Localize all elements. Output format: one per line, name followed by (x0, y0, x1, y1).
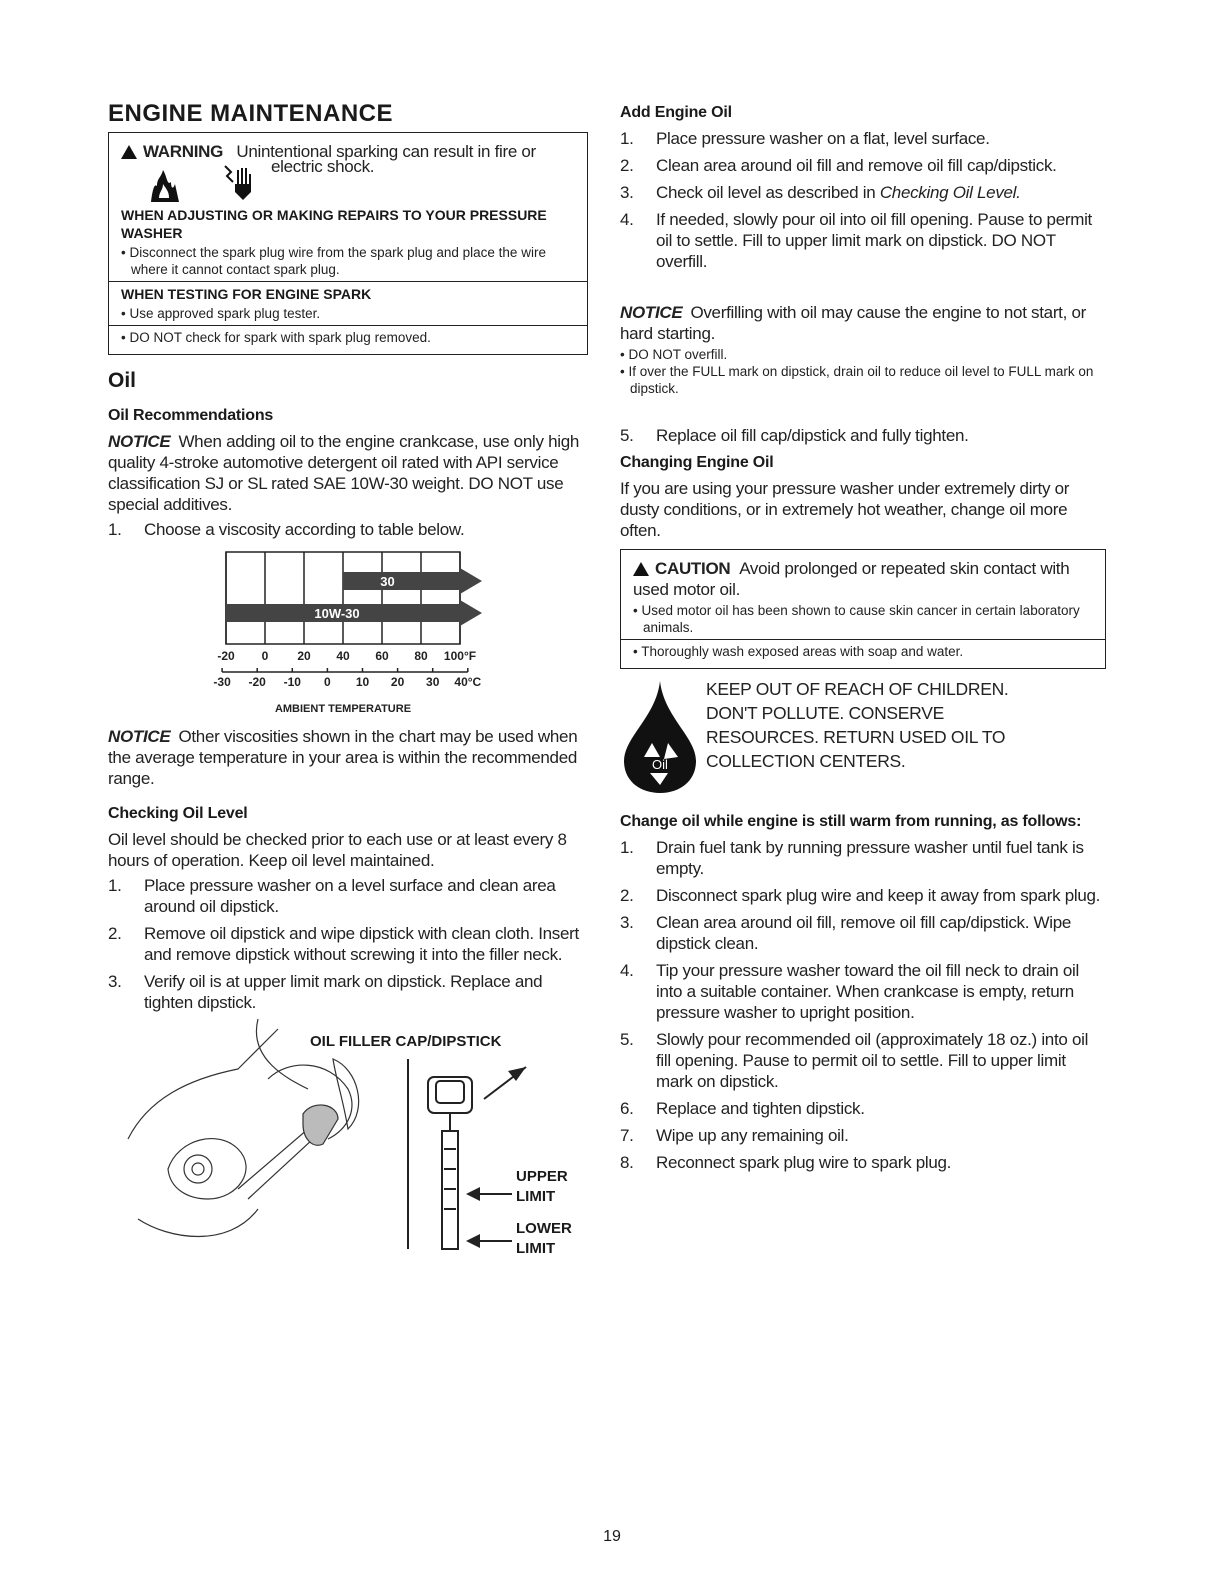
warning-triangle-icon (121, 145, 137, 159)
bar-label: 10W-30 (314, 606, 360, 621)
add-oil-step-5 (620, 425, 1106, 446)
notice-label: NOTICE (108, 727, 171, 746)
list-item: 2. Remove oil dipstick and wipe dipstick with clean cloth. Insert and remove dipstick without screwing it into the filler neck. (108, 924, 579, 964)
notice-label: NOTICE (620, 303, 683, 322)
caution-item: • Used motor oil has been shown to cause skin cancer in certain laboratory animals. (633, 603, 1080, 635)
warning-text: Unintentional sparking can result in fire or (236, 142, 536, 161)
list-item: 6. Replace and tighten dipstick. (620, 1099, 865, 1118)
c-tick-label: 20 (390, 675, 405, 689)
warning-section2-item: • DO NOT check for spark with spark plug removed. (121, 330, 431, 345)
warm-change-steps (620, 837, 1106, 1173)
caution-label: CAUTION (655, 559, 731, 578)
f-tick-label: 100°F (443, 649, 477, 663)
page-number: 19 (603, 1528, 621, 1545)
c-tick-label: -20 (248, 675, 266, 689)
list-item: 7. Wipe up any remaining oil. (620, 1126, 849, 1145)
warning-label: WARNING (143, 142, 224, 161)
f-tick-label: 20 (297, 649, 311, 663)
warning-section1-heading: WHEN ADJUSTING OR MAKING REPAIRS TO YOUR PRESSURE WASHER (121, 207, 547, 241)
bar-30 (343, 572, 460, 590)
dipstick-figure (108, 1019, 588, 1259)
list-item: • DO NOT overfill. (620, 347, 728, 362)
list-item: 3. Check oil level as described in Checking Oil Level. (620, 183, 1021, 202)
list-item: 4. Tip your pressure washer toward the oil fill neck to drain oil into a suitable container. When crankcase is empty, return pressure washer to upright position. (620, 961, 1079, 1022)
list-item: 3. Clean area around oil fill, remove oil fill cap/dipstick. Wipe dipstick clean. (620, 913, 1072, 953)
checking-oil-level-heading: Checking Oil Level (108, 805, 248, 822)
warm-change-heading: Change oil while engine is still warm from running, as follows: (620, 813, 1082, 830)
f-tick-label: -20 (217, 649, 235, 663)
overfill-notice-items (620, 346, 1106, 397)
recycle-block (620, 677, 1106, 797)
warning-icons (121, 157, 579, 202)
x-axis-label: AMBIENT TEMPERATURE (274, 703, 412, 715)
warning-section2-heading: WHEN TESTING FOR ENGINE SPARK (121, 286, 372, 302)
warning-section2-item: • Use approved spark plug tester. (121, 306, 321, 321)
c-tick-label: 40°C (454, 675, 482, 689)
left-column (108, 100, 588, 1259)
notice-2 (108, 726, 588, 789)
c-tick-label: 10 (355, 675, 370, 689)
bar-arrow (460, 568, 482, 594)
warning-section1-item: • Disconnect the spark plug wire from the spark plug and place the wire where it cannot contact spark plug. (121, 245, 546, 277)
warning-box (108, 132, 588, 355)
list-item: • If over the FULL mark on dipstick, drain oil to reduce oil level to FULL mark on dipstick. (620, 364, 1094, 396)
oil-recommendations-heading: Oil Recommendations (108, 407, 274, 424)
list-item: 1. Place pressure washer on a flat, level surface. (620, 129, 990, 148)
viscosity-chart-svg (108, 550, 588, 720)
caution-line (633, 558, 1097, 600)
overfill-notice (620, 302, 1106, 344)
figure-upper-label: UPPER LIMIT (516, 1168, 568, 1205)
list-item: 2. Disconnect spark plug wire and keep it away from spark plug. (620, 886, 1101, 905)
add-engine-oil-heading: Add Engine Oil (620, 104, 732, 121)
list-item: 1. Place pressure washer on a level surface and clean area around oil dipstick. (108, 876, 556, 916)
right-column (620, 100, 1106, 1179)
f-tick-label: 80 (414, 649, 428, 663)
caution-item: • Thoroughly wash exposed areas with soap and water. (633, 644, 964, 659)
viscosity-chart (108, 550, 588, 720)
list-item: 8. Reconnect spark plug wire to spark plug. (620, 1153, 952, 1172)
list-item: 1. Choose a viscosity according to table below. (108, 520, 465, 539)
list-item: 5. Replace oil fill cap/dipstick and fully tighten. (620, 426, 969, 445)
caution-box (620, 549, 1106, 669)
divider (109, 281, 587, 282)
overfill-notice-text: Overfilling with oil may cause the engine to not start, or hard starting. (620, 303, 1086, 343)
bar-label: 30 (380, 574, 395, 589)
fire-icon (145, 164, 185, 204)
f-tick-label: 40 (336, 649, 350, 663)
warning-triangle-icon (633, 562, 649, 576)
oil-heading: Oil (108, 369, 137, 392)
caution-text: Avoid prolonged or repeated skin contact with used motor oil. (633, 559, 1070, 599)
oil-icon-text: Oil (652, 757, 668, 772)
oil-rec-steps (108, 519, 588, 540)
list-item: 2. Clean area around oil fill and remove oil fill cap/dipstick. (620, 156, 1057, 175)
changing-engine-oil-heading: Changing Engine Oil (620, 454, 774, 471)
checking-text: Oil level should be checked prior to each use or at least every 8 hours of operation. Keep oil level maintained. (108, 830, 567, 870)
oil-rec-notice (108, 431, 588, 515)
c-tick-label: -30 (213, 675, 231, 689)
c-tick-label: -10 (283, 675, 301, 689)
notice-label: NOTICE (108, 432, 171, 451)
list-item: 5. Slowly pour recommended oil (approximately 18 oz.) into oil fill opening. Pause to permit oil to settle. Fill to upper limit mark on dipstick. (620, 1030, 1089, 1091)
oil-rec-text: When adding oil to the engine crankcase, use only high quality 4-stroke automotive detergent oil rated with API service classification SJ or SL rated SAE 10W-30 weight. DO NOT use special additives. (108, 432, 580, 514)
f-tick-label: 60 (375, 649, 389, 663)
add-oil-steps (620, 128, 1106, 272)
divider (621, 639, 1105, 640)
c-tick-label: 0 (324, 675, 331, 689)
list-item: 4. If needed, slowly pour oil into oil fill opening. Pause to permit oil to settle. Fill to upper limit mark on dipstick. DO NOT overfill. (620, 210, 1092, 271)
figure-cap-label: OIL FILLER CAP/DIPSTICK (310, 1033, 502, 1050)
changing-text: If you are using your pressure washer under extremely dirty or dusty conditions, or in extremely hot weather, change oil more often. (620, 479, 1070, 540)
recycle-text: KEEP OUT OF REACH OF CHILDREN. DON'T POLLUTE. CONSERVE RESOURCES. RETURN USED OIL TO COLLECTION CENTERS. (706, 679, 1009, 771)
list-item: 1. Drain fuel tank by running pressure washer until fuel tank is empty. (620, 838, 1084, 878)
c-tick-label: 30 (426, 675, 440, 689)
checking-steps (108, 875, 588, 1013)
bar-arrow (460, 600, 482, 626)
notice-2-text: Other viscosities shown in the chart may be used when the average temperature in your area is within the recommended range. (108, 727, 578, 788)
electric-shock-icon (221, 162, 257, 202)
f-tick-label: 0 (261, 649, 269, 663)
warning-text-2: electric shock. (271, 157, 375, 176)
divider (109, 325, 587, 326)
page-title: ENGINE MAINTENANCE (108, 100, 394, 127)
oil-drop-recycle-icon (620, 677, 700, 797)
figure-lower-label: LOWER LIMIT (516, 1220, 572, 1257)
list-item: 3. Verify oil is at upper limit mark on dipstick. Replace and tighten dipstick. (108, 972, 543, 1012)
